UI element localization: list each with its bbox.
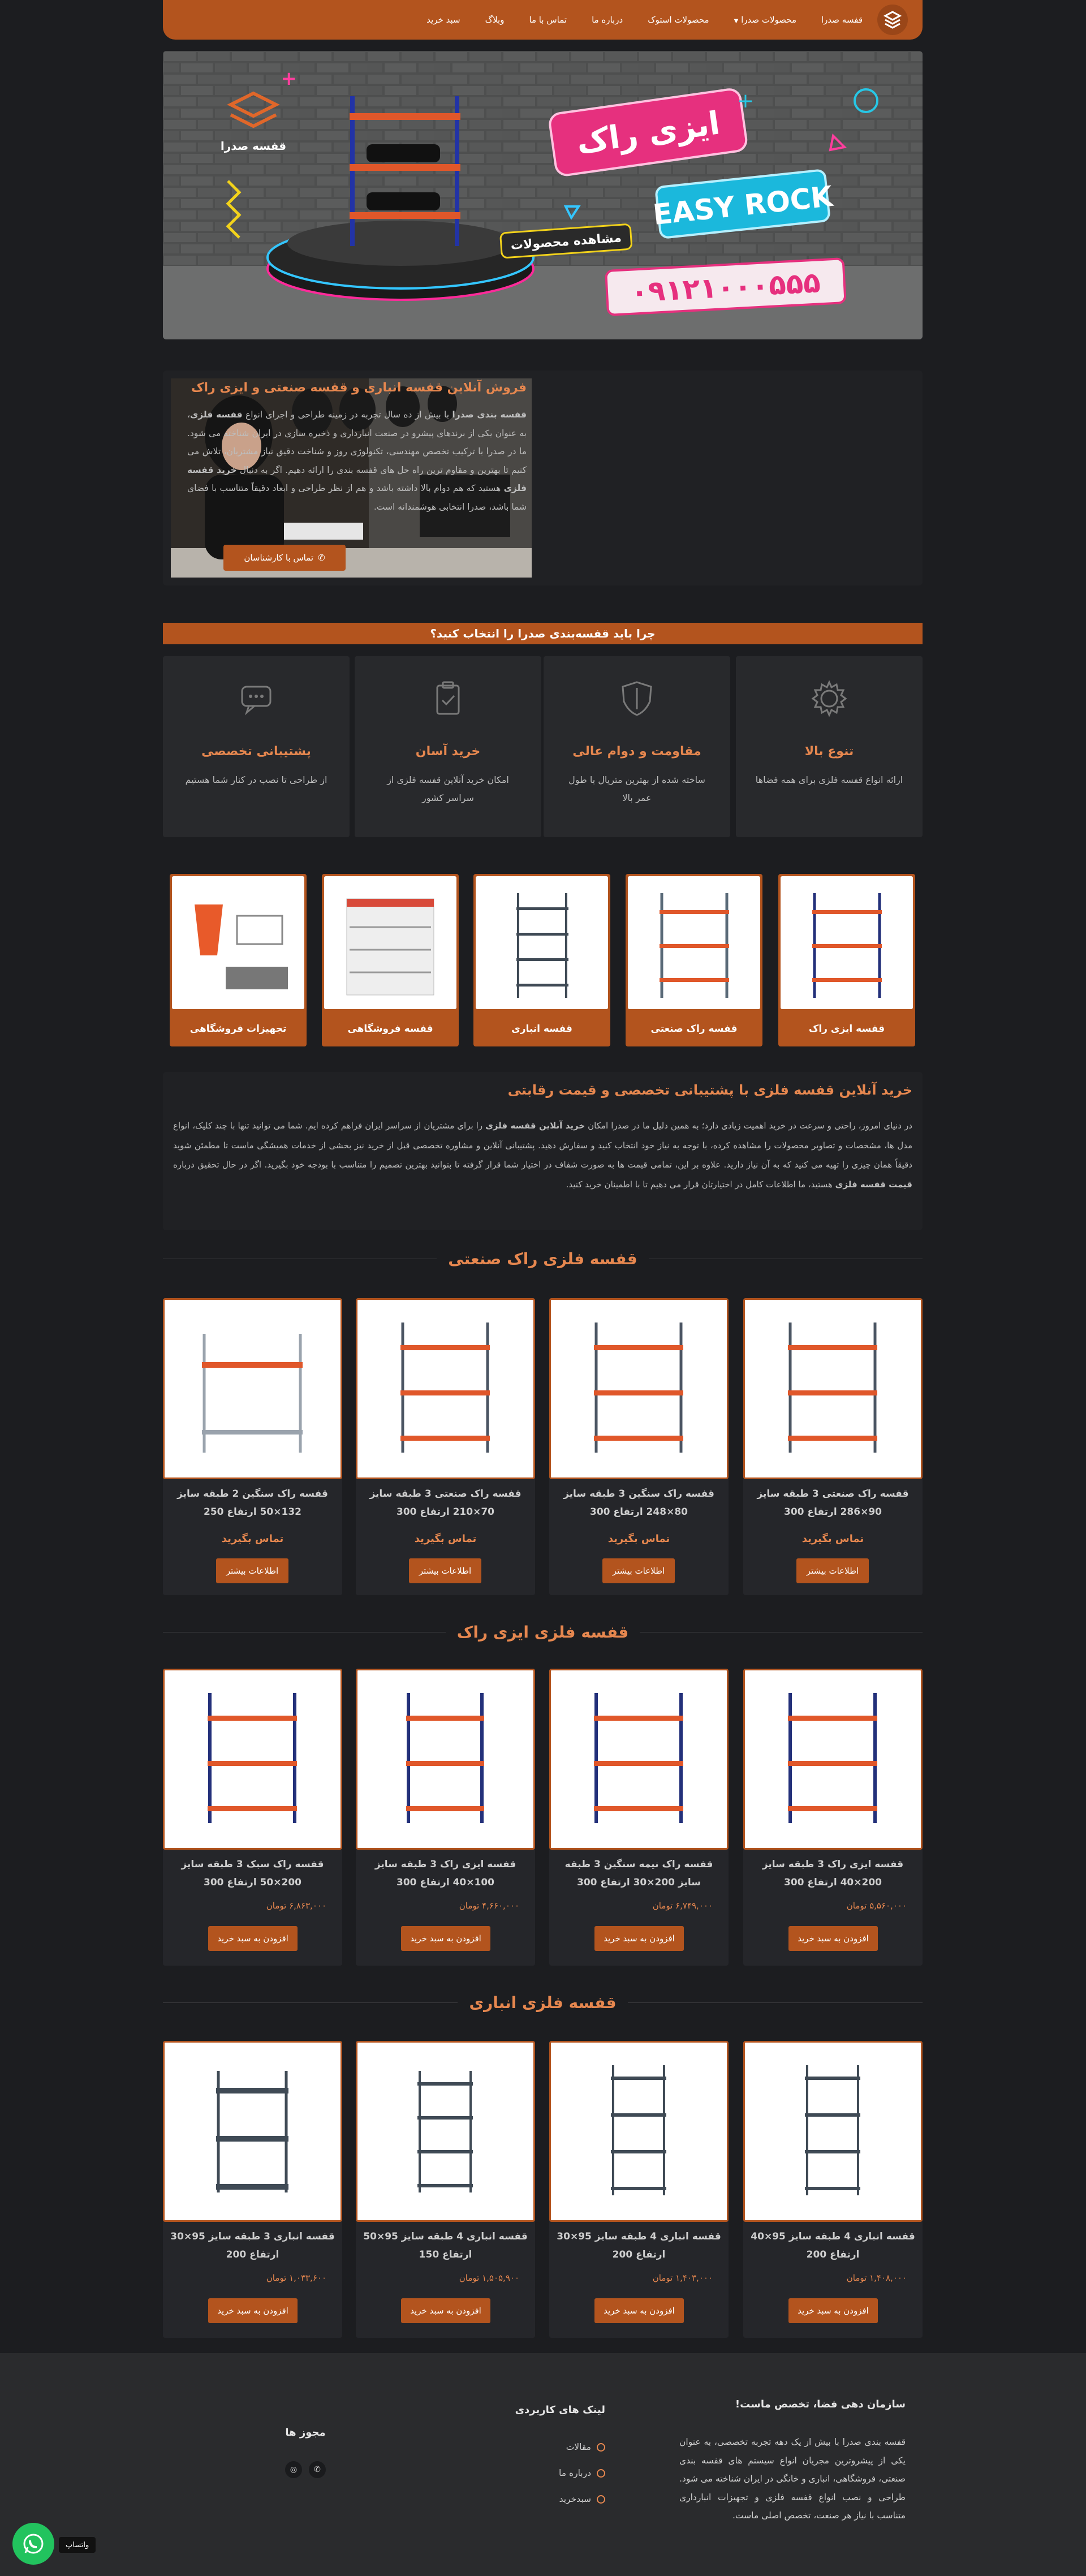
product-card[interactable] (356, 1298, 535, 1595)
product-price: ۱,۵۰۵,۹۰۰ تومان (459, 2273, 519, 2283)
more-info-button[interactable]: اطلاعات بیشتر (602, 1558, 675, 1583)
online-text-3: هستید، ما اطلاعات کامل در اختیارتان قرار می دهیم تا با اطمینان خرید کنید. (566, 1179, 835, 1190)
product-image (743, 1669, 923, 1850)
nav-about[interactable]: درباره ما (592, 15, 623, 25)
footer-link-label: مقالات (566, 2442, 591, 2452)
site-logo[interactable] (877, 5, 908, 35)
nav-products[interactable] (734, 15, 796, 25)
product-name[interactable]: قفسه راک نیمه سنگین 3 طبقه سایز 200×30 ارتفاع 300 (564, 1859, 713, 1889)
contact-experts-button[interactable] (223, 545, 346, 571)
footer-links (464, 2404, 605, 2520)
intro-section (163, 371, 923, 585)
section-title-storage (163, 1991, 923, 2014)
why-title-bar: چرا باید قفسه‌بندی صدرا را انتخاب کنید؟ (163, 623, 923, 644)
online-text-2: را برای مشتریان از سراسر ایران فراهم کرده ایم. شما می توانید تنها با چند کلیک، انواع مدل ها، مشخصات و تصاویر محصولات را مشاهده کرده، با توجه به نیاز خود انتخاب کنید و سفارش دهید. پشتیبانی آنلاین و مشاوره تخصصی قبل از خرید نیز بخشی از خدمات همیشگی ماست تا مطمئن شوید دقیقاً همان چیزی را تهیه می کنید که به آن نیاز دارید. علاوه بر این، تمامی قیمت ها به صورت شفاف در اختیار شما قرار گرفته تا بتوانید بهترین تصمیم را متناسب با بودجه خود بگیرید. اگر در حال تحقیق درباره (173, 1121, 912, 1170)
product-image (743, 2041, 923, 2222)
product-price: ۶,۷۴۹,۰۰۰ تومان (652, 1901, 713, 1911)
svg-text:+: + (736, 89, 754, 113)
footer-about-title: سازمان دهی فضا، تخصص ماست! (735, 2398, 906, 2410)
feature-title: خرید آسان (415, 744, 481, 759)
top-nav (163, 0, 923, 40)
footer-link-about[interactable] (464, 2468, 605, 2478)
feature-title: تنوع بالا (804, 744, 854, 759)
chevron-down-icon: ▼ (734, 18, 739, 24)
chat-icon (236, 679, 276, 718)
product-name[interactable]: قفسه انباری 3 طبقه سایز 95×30 ارتفاع 200 (170, 2231, 335, 2261)
product-card[interactable] (163, 1298, 342, 1595)
footer-link-label: سبدخرید (559, 2494, 591, 2504)
category-image (172, 876, 304, 1009)
svg-text:+: + (281, 67, 297, 90)
online-bold-2: قیمت قفسه فلزی (835, 1179, 912, 1190)
product-price: ۱,۴۰۸,۰۰۰ تومان (846, 2273, 907, 2283)
product-card[interactable] (356, 1669, 535, 1966)
category-image (324, 876, 456, 1009)
product-price: تماس بگیرید (801, 1533, 864, 1545)
social-links (272, 2461, 339, 2478)
banner-logo-text: قفسه صدرا (220, 139, 287, 153)
feature-text: از طراحی تا نصب در کنار شما هستیم (185, 774, 327, 785)
online-title: خرید آنلاین قفسه فلزی با پشتیبانی تخصصی و قیمت رقابتی (507, 1082, 912, 1098)
feature-title: پشتیبانی تخصصی (201, 744, 311, 759)
whatsapp-icon[interactable]: ✆ (309, 2461, 326, 2478)
footer-link-cart[interactable] (464, 2494, 605, 2504)
intro-bold-3: خرید قفسه فلزی (187, 464, 527, 494)
circle-arrow-icon (597, 2443, 605, 2452)
footer-licenses-title: مجوز ها (285, 2427, 326, 2439)
online-text (173, 1116, 912, 1194)
product-image (163, 2041, 342, 2222)
product-card[interactable] (743, 1669, 923, 1966)
banner-art (163, 51, 923, 339)
product-price: ۱,۴۰۳,۰۰۰ تومان (652, 2273, 713, 2283)
phone-icon: ✆ (318, 553, 325, 563)
footer (0, 2353, 1086, 2576)
footer-links-title: لینک های کاربردی (515, 2404, 605, 2416)
product-image (356, 1669, 535, 1850)
feature-card (736, 656, 923, 837)
add-to-cart-button[interactable]: افزودن به سبد خرید (788, 1926, 878, 1951)
section-title-industrial (163, 1247, 923, 1270)
category-card-easyrack[interactable] (778, 874, 915, 1046)
product-card[interactable] (163, 2041, 342, 2338)
product-card[interactable] (549, 2041, 729, 2338)
product-price: تماس بگیرید (221, 1533, 284, 1545)
product-image (549, 1669, 729, 1850)
nav-blog[interactable]: وبلاگ (485, 15, 505, 25)
nav-home[interactable]: قفسه صدرا (821, 15, 863, 25)
category-card-equipment[interactable] (170, 874, 307, 1046)
shield-icon (617, 679, 657, 718)
category-label: قفسه راک صنعتی (650, 1023, 738, 1035)
product-card[interactable] (549, 1669, 729, 1966)
circle-arrow-icon (597, 2469, 605, 2478)
feature-text: امکان خرید آنلاین قفسه فلزی از سراسر کشور (387, 774, 509, 803)
add-to-cart-button[interactable]: افزودن به سبد خرید (594, 2298, 684, 2323)
category-label: قفسه انباری (511, 1023, 572, 1035)
product-card[interactable] (743, 1298, 923, 1595)
section-title-text: قفسه فلزی ایزی راک (446, 1623, 640, 1642)
feature-card (163, 656, 350, 837)
intro-title: فروش آنلاین قفسه انباری و قفسه صنعتی و ایزی راک (191, 381, 527, 395)
category-card-storage[interactable] (473, 874, 610, 1046)
add-to-cart-button[interactable]: افزودن به سبد خرید (401, 2298, 490, 2323)
banner-brand-fa: ایزی راک (574, 105, 722, 162)
footer-licenses (272, 2427, 339, 2478)
category-card-industrial[interactable] (626, 874, 762, 1046)
product-name[interactable]: قفسه ایزی راک 3 طبقه سایز 200×40 ارتفاع 300 (762, 1859, 904, 1889)
nav-cart[interactable]: سبد خرید (426, 15, 460, 25)
online-text-1: در دنیای امروز، راحتی و سرعت در خرید اهمیت زیادی دارد؛ به همین دلیل ما در صدرا امکان (585, 1121, 912, 1131)
product-name[interactable]: قفسه ایزی راک 3 طبقه سایز 100×40 ارتفاع 300 (374, 1859, 516, 1889)
footer-link-articles[interactable] (464, 2442, 605, 2452)
product-price: تماس بگیرید (607, 1533, 670, 1545)
product-card[interactable] (163, 1669, 342, 1966)
clipboard-icon (428, 679, 468, 718)
intro-bold-1: قفسه بندی صدرا (452, 410, 527, 420)
intro-text-1: با بیش از ده سال تجربه در زمینه طراحی و اجرای انواع (242, 410, 453, 420)
add-to-cart-button[interactable]: افزودن به سبد خرید (401, 1926, 490, 1951)
feature-text: ارائه انواع قفسه فلزی برای همه فضاها (755, 774, 903, 785)
feature-card (544, 656, 730, 837)
product-image (356, 1298, 535, 1479)
footer-link-label: درباره ما (559, 2468, 591, 2478)
category-card-store[interactable] (322, 874, 459, 1046)
add-to-cart-button[interactable]: افزودن به سبد خرید (208, 1926, 298, 1951)
nav-products-label: محصولات صدرا (741, 15, 797, 25)
banner-brand-en: EASY ROCK (651, 179, 834, 232)
category-image (476, 876, 608, 1009)
product-name[interactable]: قفسه انباری 4 طبقه سایز 95×30 ارتفاع 200 (557, 2231, 721, 2261)
intro-text-2: ، به عنوان یکی از برندهای پیشرو در صنعت انبارداری و ذخیره سازی در ایران شناخته می شود. ما در صدرا با ترکیب تخصص مهندسی، تکنولوژی روز و شناخت دقیق نیاز مشتریان، تلاش می کنیم تا بهترین و مقاوم ترین راه حل های قفسه بندی را ارائه دهیم. اگر به دنبال (187, 410, 527, 475)
product-name[interactable]: قفسه راک سنگین 2 طبقه سایز 132×50 ارتفاع 250 (177, 1488, 328, 1518)
intro-bold-2: قفسه فلزی (190, 410, 243, 420)
banner-phone: ۰۹۱۲۱۰۰۰۵۵۵ (630, 266, 822, 309)
section-title-text: قفسه فلزی راک صنعتی (437, 1250, 648, 1268)
feature-text: ساخته شده از بهترین متریال با طول عمر بالا (568, 774, 705, 803)
add-to-cart-button[interactable]: افزودن به سبد خرید (788, 2298, 878, 2323)
more-info-button[interactable]: اطلاعات بیشتر (216, 1558, 288, 1583)
feature-title: مقاومت و دوام عالی (572, 744, 701, 759)
hero-banner[interactable] (163, 51, 923, 339)
section-title-text: قفسه فلزی انباری (458, 1993, 627, 2012)
footer-about (679, 2398, 906, 2525)
product-name[interactable]: قفسه راک صنعتی 3 طبقه سایز 70×210 ارتفاع 300 (369, 1488, 522, 1518)
footer-about-text: قفسه بندی صدرا با بیش از یک دهه تجربه تخصصی، به عنوان یکی از پیشروترین مجریان انواع سیستم های قفسه بندی صنعتی، فروشگاهی، انباری و خانگی در ایران شناخته می شود. طراحی و نصب انواع قفسه فلزی و تجهیزات انبارداری متناسب با نیاز هر صنعت، تخصص اصلی ماست. (679, 2437, 906, 2521)
online-purchase-section (163, 1072, 923, 1230)
product-price: ۴,۶۶۰,۰۰۰ تومان (459, 1901, 519, 1911)
whatsapp-float-button[interactable] (12, 2523, 54, 2565)
product-price: تماس بگیرید (414, 1533, 477, 1545)
banner-cta: مشاهده محصولات (510, 231, 622, 253)
product-price: ۵,۵۶۰,۰۰۰ تومان (846, 1901, 907, 1911)
product-price: ۱,۰۳۳,۶۰۰ تومان (266, 2273, 326, 2283)
product-price: ۶,۸۶۳,۰۰۰ تومان (266, 1901, 326, 1911)
intro-text (187, 406, 527, 516)
category-image (628, 876, 760, 1009)
product-image (743, 1298, 923, 1479)
circle-arrow-icon (597, 2495, 605, 2504)
more-info-button[interactable]: اطلاعات بیشتر (796, 1558, 869, 1583)
product-image (163, 1669, 342, 1850)
add-to-cart-button[interactable]: افزودن به سبد خرید (208, 2298, 298, 2323)
whatsapp-label: واتساپ (59, 2537, 96, 2553)
product-name[interactable]: قفسه راک سبک 3 طبقه سایز 200×50 ارتفاع 300 (181, 1859, 324, 1889)
product-image (356, 2041, 535, 2222)
nav-stock[interactable]: محصولات استوک (648, 15, 709, 25)
product-card[interactable] (549, 1298, 729, 1595)
feature-card (355, 656, 541, 837)
intro-text-3: هستید که هم دوام بالا داشته باشد و هم از نظر طراحی و ابعاد دقیقاً متناسب با فضای شما باشد، صدرا انتخابی هوشمندانه است. (187, 483, 527, 512)
product-image (163, 1298, 342, 1479)
product-name[interactable]: قفسه انباری 4 طبقه سایز 95×50 ارتفاع 150 (363, 2231, 528, 2261)
online-bold-1: خرید آنلاین قفسه فلزی (485, 1121, 585, 1131)
gear-icon (809, 679, 849, 718)
whatsapp-icon (21, 2531, 46, 2556)
add-to-cart-button[interactable]: افزودن به سبد خرید (594, 1926, 684, 1951)
product-name[interactable]: قفسه راک سنگین 3 طبقه سایز 80×248 ارتفاع 300 (563, 1488, 714, 1518)
product-name[interactable]: قفسه انباری 4 طبقه سایز 95×40 ارتفاع 200 (751, 2231, 915, 2261)
product-name[interactable]: قفسه راک صنعتی 3 طبقه سایز 90×286 ارتفاع 300 (757, 1488, 909, 1518)
nav-contact[interactable]: تماس با ما (529, 15, 567, 25)
category-label: قفسه ایزی راک (808, 1023, 885, 1035)
category-label: تجهیزات فروشگاهی (189, 1023, 287, 1035)
logo-icon (883, 10, 902, 29)
instagram-icon[interactable]: ◎ (285, 2461, 302, 2478)
more-info-button[interactable]: اطلاعات بیشتر (409, 1558, 481, 1583)
section-title-easyrack (163, 1621, 923, 1643)
main-menu (426, 15, 863, 25)
category-label: قفسه فروشگاهی (347, 1023, 433, 1035)
category-image (781, 876, 913, 1009)
product-card[interactable] (356, 2041, 535, 2338)
product-image (549, 2041, 729, 2222)
product-image (549, 1298, 729, 1479)
product-card[interactable] (743, 2041, 923, 2338)
contact-experts-label: تماس با کارشناسان (244, 553, 314, 563)
